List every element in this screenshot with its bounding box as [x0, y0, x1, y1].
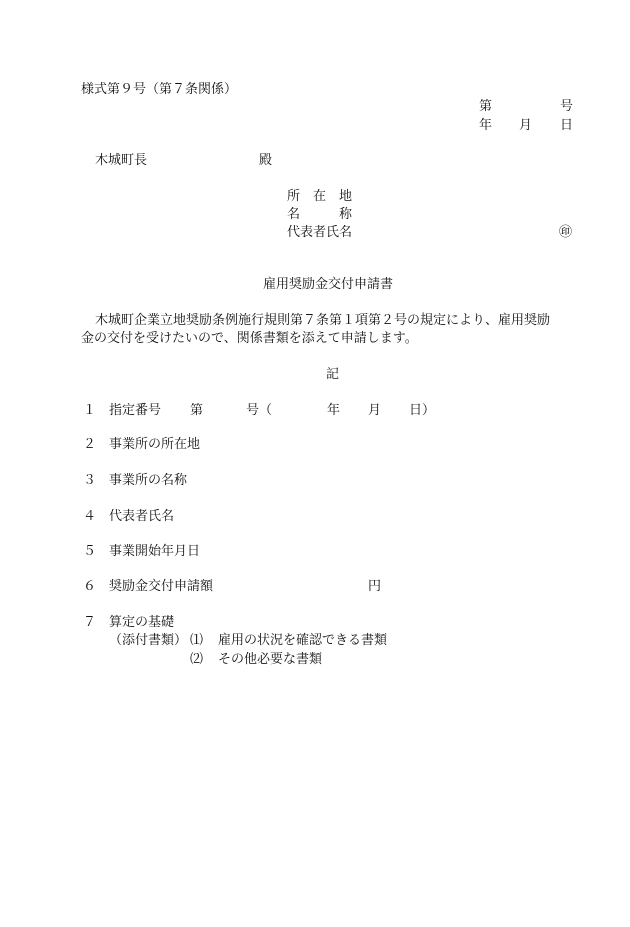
addressee: 木城町長 [95, 153, 148, 168]
ki-heading: 記 [326, 367, 340, 382]
applicant-rep-label: 代表者氏名 [287, 225, 353, 240]
item7-label: 算定の基礎 [109, 615, 175, 630]
item-number: ７ [83, 615, 97, 630]
item1-go: 号（ [246, 403, 273, 418]
date-day: 日 [560, 118, 574, 133]
item-number: ３ [83, 473, 97, 488]
doc-number-suffix: 号 [560, 99, 574, 114]
item1-day: 日） [409, 403, 436, 418]
item-number: １ [83, 403, 97, 418]
date-month: 月 [519, 118, 533, 133]
item1-month: 月 [368, 403, 382, 418]
item1-dai: 第 [190, 403, 204, 418]
item3-label: 事業所の名称 [109, 473, 188, 488]
applicant-name-label: 名 称 [287, 207, 353, 222]
item-number: ５ [83, 544, 97, 559]
attachments-label: （添付書類） [109, 633, 188, 648]
item-number: ６ [83, 579, 97, 594]
item6-label: 奨励金交付申請額 [109, 579, 214, 594]
honorific: 殿 [259, 153, 273, 168]
doc-number-prefix: 第 [479, 99, 493, 114]
item-number: ２ [83, 437, 97, 452]
document-title: 雇用奨励金交付申請書 [263, 277, 394, 292]
body-line-2: 金の交付を受けたいので、関係書類を添えて申請します。 [81, 331, 418, 346]
seal-mark: ㊞ [559, 225, 573, 240]
attachment-2-text: その他必要な書類 [218, 652, 323, 667]
body-line-1: 木城町企業立地奨励条例施行規則第７条第１項第２号の規定により、雇用奨励 [95, 313, 551, 328]
applicant-location-label: 所 在 地 [287, 189, 353, 204]
item6-unit: 円 [368, 579, 382, 594]
item4-label: 代表者氏名 [109, 509, 175, 524]
date-year: 年 [479, 118, 493, 133]
item2-label: 事業所の所在地 [109, 437, 201, 452]
item1-label: 指定番号 [109, 403, 162, 418]
attachment-2-number: ⑵ [190, 652, 204, 667]
form-label: 様式第９号（第７条関係） [81, 82, 238, 97]
attachment-1-number: ⑴ [190, 633, 204, 648]
item-number: ４ [83, 509, 97, 524]
attachment-1-text: 雇用の状況を確認できる書類 [218, 633, 388, 648]
item1-year: 年 [327, 403, 341, 418]
item5-label: 事業開始年月日 [109, 544, 201, 559]
